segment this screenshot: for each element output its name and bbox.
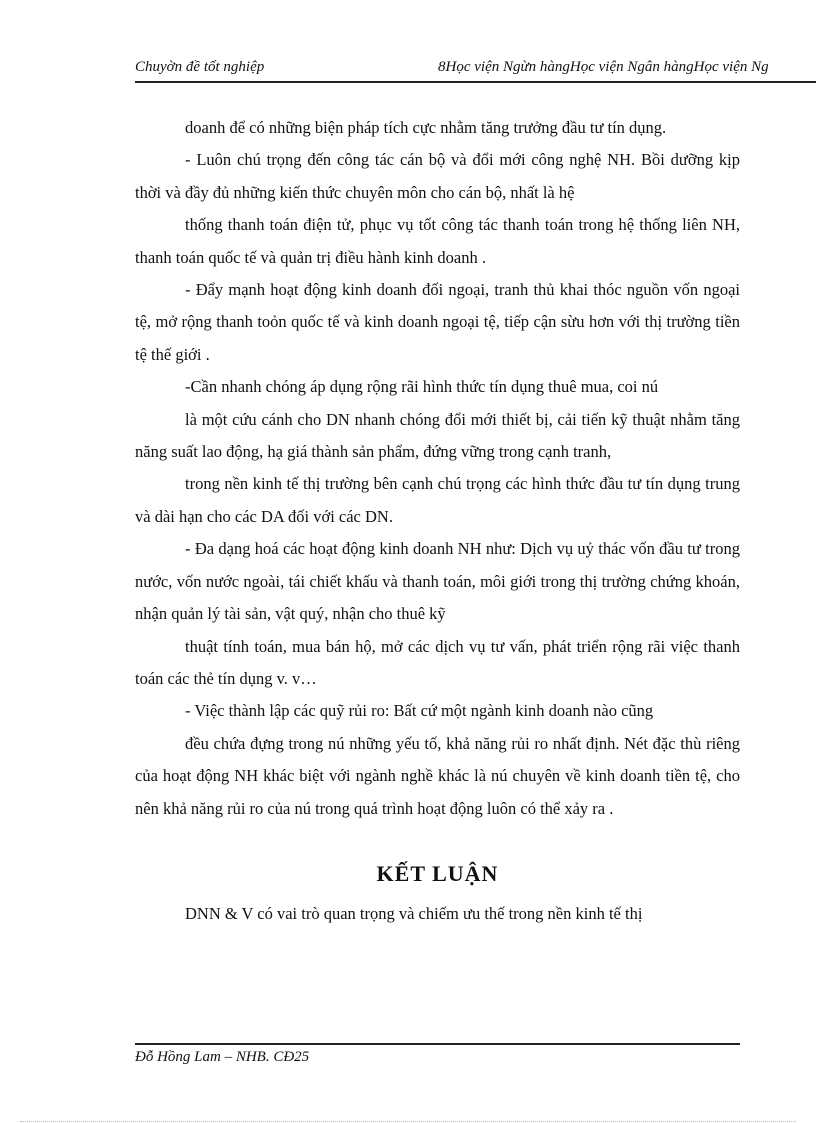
conclusion-paragraph: DNN & V có vai trò quan trọng và chiếm ưu thế trong nền kinh tế thị	[185, 903, 643, 923]
document-body	[135, 112, 740, 930]
header-left-text: Chuyờn đề tốt nghiệp	[135, 59, 265, 75]
paragraph-7: trong nền kinh tế thị trường bên cạnh chú trọng các hình thức đầu tư tín dụng trung và dài hạn cho các DA đối với các DN.	[135, 474, 740, 526]
paragraph-8: - Đa dạng hoá các hoạt động kinh doanh NH như: Dịch vụ uỷ thác vốn đầu tư trong nước, vốn nước ngoài, tái chiết khấu và thanh toán, môi giới trong thị trường chứng khoán, nhận quản lý tài sản, vật quý, nhận cho thuê kỹ	[135, 539, 740, 624]
paragraph-4: - Đẩy mạnh hoạt động kinh doanh đối ngoại, tranh thủ khai thóc nguồn vốn ngoại tệ, mở rộng thanh toỏn quốc tế và kinh doanh ngoại tệ, tiếp cận sừu hơn với thị trường tiền tệ thế giới .	[135, 280, 740, 364]
paragraph-1: doanh để có những biện pháp tích cực nhằm tăng trưởng đầu tư tín dụng.	[185, 118, 667, 137]
paragraph-11: đều chứa đựng trong nú những yếu tố, khả năng rủi ro nhất định. Nét đặc thù riêng của hoạt động NH khác biệt với ngành nghề khác là nú chuyên về kinh doanh tiền tệ, cho nên khả năng rủi ro của nú trong quá trình hoạt động luôn có thể xảy ra .	[135, 733, 740, 818]
paragraph-10: - Việc thành lập các quỹ rủi ro: Bất cứ một ngành kinh doanh nào cũng	[185, 701, 654, 721]
paragraph-6: là một cứu cánh cho DN nhanh chóng đổi mới thiết bị, cải tiến kỹ thuật nhằm tăng năng suất lao động, hạ giá thành sản phẩm, đứng vững trong cạnh tranh,	[135, 409, 740, 462]
page-header	[135, 57, 816, 83]
conclusion-title: KẾT LUẬN	[376, 860, 499, 886]
paragraph-5: -Cần nhanh chóng áp dụng rộng rãi hình thức tín dụng thuê mua, coi nú	[185, 377, 659, 397]
page-bottom-divider	[20, 1121, 796, 1122]
paragraph-2: - Luôn chú trọng đến công tác cán bộ và đổi mới công nghệ NH. Bồi dưỡng kịp thời và đầy đủ những kiến thức chuyên môn cho cán bộ, nhất là hệ	[135, 150, 740, 202]
page-footer	[135, 1043, 740, 1066]
header-right-text: 8Học viện Ngừn hàngHọc viện Ngân hàngHọc viện Ng	[438, 59, 769, 75]
footer-author: Đỗ Hồng Lam – NHB. CĐ25	[135, 1049, 310, 1065]
paragraph-3: thống thanh toán điện tử, phục vụ tốt công tác thanh toán trong hệ thống liên NH, thanh toán quốc tế và quản trị điều hành kinh doanh .	[135, 215, 740, 267]
paragraph-9: thuật tính toán, mua bán hộ, mở các dịch vụ tư vấn, phát triển rộng rãi việc thanh toán các thẻ tín dụng v. v…	[135, 636, 740, 688]
